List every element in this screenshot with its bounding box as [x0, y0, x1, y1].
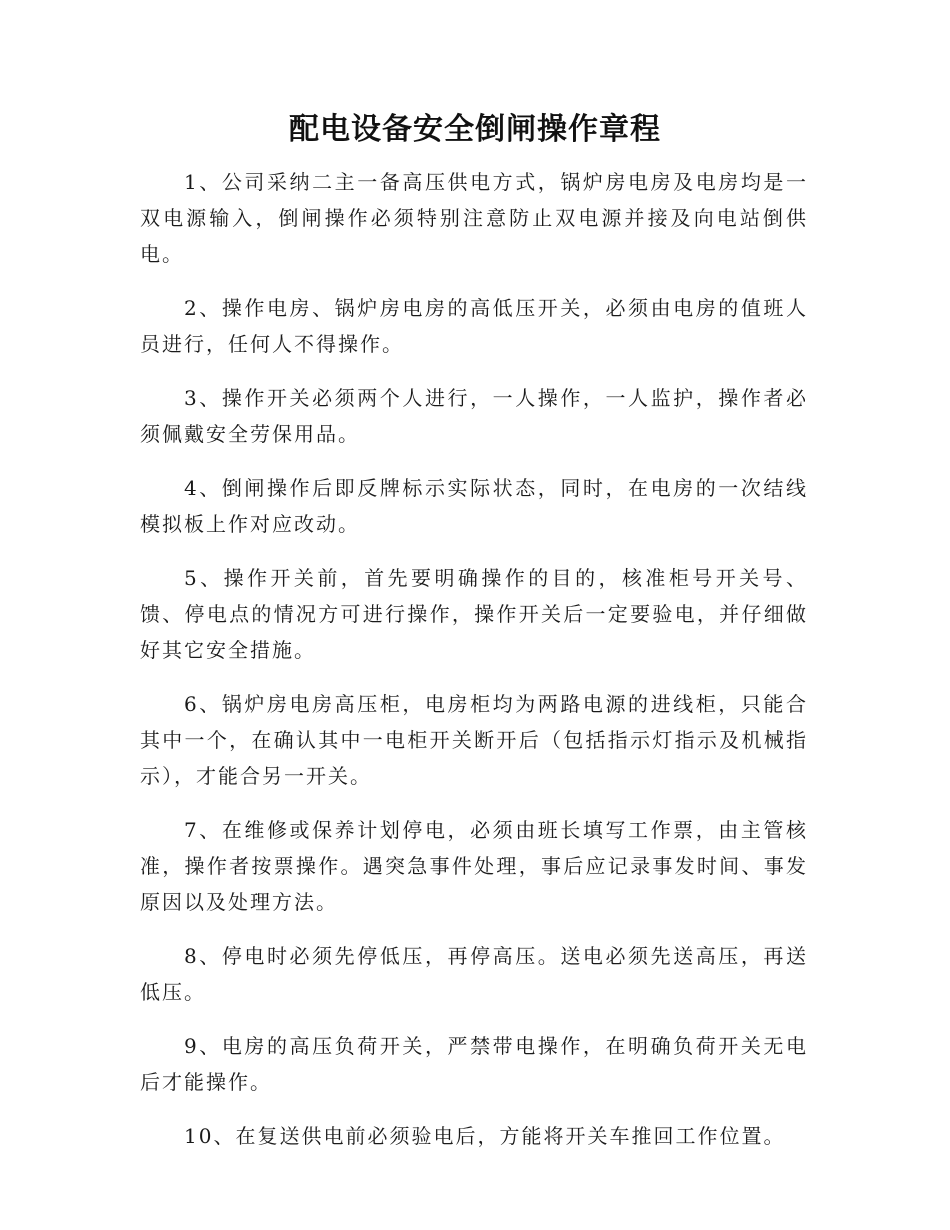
paragraph-7: 7、在维修或保养计划停电，必须由班长填写工作票，由主管核准，操作者按票操作。遇突急事件处理，事后应记录事发时间、事发原因以及处理方法。: [140, 818, 808, 914]
paragraph-10: 10、在复送供电前必须验电后，方能将开关车推回工作位置。: [184, 1124, 786, 1148]
paragraph-1: 1、公司采纳二主一备高压供电方式，锅炉房电房及电房均是一双电源输入，倒闸操作必须特别注意防止双电源并接及向电站倒供电。: [140, 170, 808, 266]
paragraph-8: 8、停电时必须先停低压，再停高压。送电必须先送高压，再送低压。: [140, 944, 808, 1004]
paragraph-5: 5、操作开关前，首先要明确操作的目的，核准柜号开关号、馈、停电点的情况方可进行操作，操作开关后一定要验电，并仔细做好其它安全措施。: [140, 566, 808, 662]
paragraph-4: 4、倒闸操作后即反牌标示实际状态，同时，在电房的一次结线模拟板上作对应改动。: [140, 476, 808, 536]
paragraph-3: 3、操作开关必须两个人进行，一人操作，一人监护，操作者必须佩戴安全劳保用品。: [140, 386, 808, 446]
document-title: 配电设备安全倒闸操作章程: [289, 112, 661, 147]
document-body: [140, 164, 808, 1172]
paragraph-2: 2、操作电房、锅炉房电房的高低压开关，必须由电房的值班人员进行，任何人不得操作。: [140, 296, 808, 356]
paragraph-9: 9、电房的高压负荷开关，严禁带电操作，在明确负荷开关无电后才能操作。: [140, 1034, 808, 1094]
paragraph-6: 6、锅炉房电房高压柜，电房柜均为两路电源的进线柜，只能合其中一个，在确认其中一电柜开关断开后（包括指示灯指示及机械指示），才能合另一开关。: [140, 692, 808, 788]
